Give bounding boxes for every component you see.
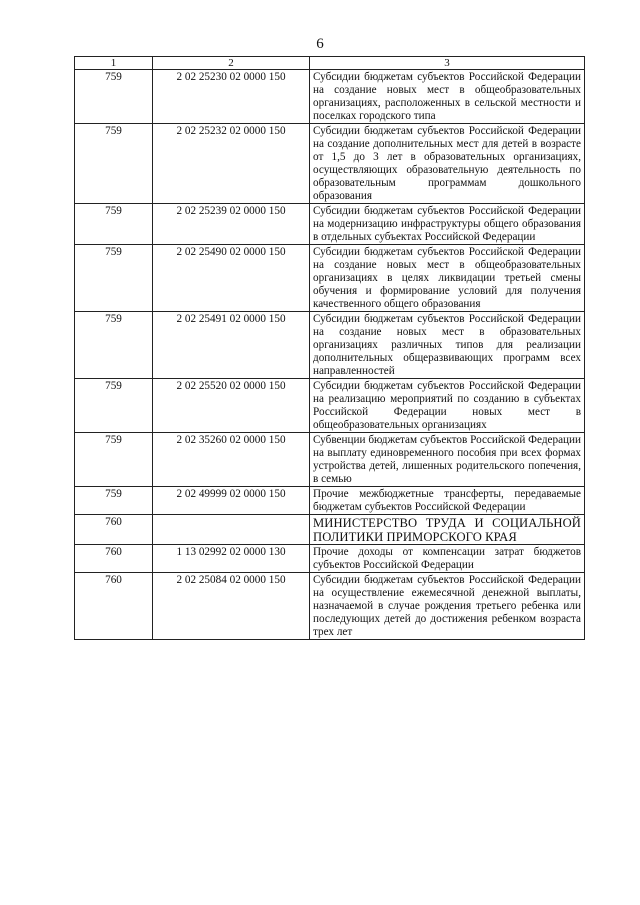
column-number-2: 2: [153, 57, 310, 70]
admin-code-cell: 760: [75, 573, 153, 640]
table-row: [75, 245, 585, 312]
admin-code-cell: 759: [75, 245, 153, 312]
revenue-name-cell: Субсидии бюджетам субъектов Российской Федерации на осуществление ежемесячной денежной выплаты, назначаемой в случае рождения третьего ребенка или последующих детей до достижения ребенком возраста трех лет: [310, 573, 585, 640]
revenue-name-cell: Субсидии бюджетам субъектов Российской Федерации на создание новых мест в общеобразовательных организациях, расположенных в сельской местности и поселках городского типа: [310, 70, 585, 124]
admin-code-cell: 760: [75, 545, 153, 573]
admin-code-cell: 759: [75, 124, 153, 204]
budget-code-cell: 2 02 25230 02 0000 150: [153, 70, 310, 124]
revenue-name-cell: Субсидии бюджетам субъектов Российской Федерации на создание новых мест в общеобразовательных организациях в целях ликвидации третьей смены обучения и формирование условий для получения качественного общего образования: [310, 245, 585, 312]
budget-code-cell: 2 02 25239 02 0000 150: [153, 204, 310, 245]
admin-code-cell: 759: [75, 204, 153, 245]
page-number: 6: [316, 36, 324, 52]
table-row: [75, 487, 585, 515]
budget-code-cell: 2 02 25490 02 0000 150: [153, 245, 310, 312]
admin-code-cell: 759: [75, 487, 153, 515]
revenue-name-cell: Субсидии бюджетам субъектов Российской Федерации на создание новых мест в образовательных организациях различных типов для реализации дополнительных общеразвивающих программ всех направленностей: [310, 312, 585, 379]
admin-code-cell: 759: [75, 312, 153, 379]
budget-code-cell: [153, 515, 310, 545]
table-row: [75, 204, 585, 245]
revenue-name-cell: Субсидии бюджетам субъектов Российской Федерации на создание дополнительных мест для детей в возрасте от 1,5 до 3 лет в образовательных организациях, осуществляющих образовательную деятельность по образовательным программам дошкольного образования: [310, 124, 585, 204]
table-header: [75, 57, 585, 70]
budget-code-cell: 2 02 35260 02 0000 150: [153, 433, 310, 487]
admin-code-cell: 759: [75, 433, 153, 487]
column-number-1: 1: [75, 57, 153, 70]
budget-code-cell: 1 13 02992 02 0000 130: [153, 545, 310, 573]
table-row: [75, 379, 585, 433]
admin-code-cell: 759: [75, 379, 153, 433]
table-row: [75, 545, 585, 573]
table-row: [75, 433, 585, 487]
budget-code-cell: 2 02 25520 02 0000 150: [153, 379, 310, 433]
admin-code-cell: 760: [75, 515, 153, 545]
ministry-name-cell: МИНИСТЕРСТВО ТРУДА И СОЦИАЛЬНОЙ ПОЛИТИКИ ПРИМОРСКОГО КРАЯ: [310, 515, 585, 545]
revenue-name-cell: Прочие межбюджетные трансферты, передаваемые бюджетам субъектов Российской Федерации: [310, 487, 585, 515]
table-header-row: [75, 57, 585, 70]
revenue-name-cell: Субсидии бюджетам субъектов Российской Федерации на модернизацию инфраструктуры общего образования в отдельных субъектах Российской Федерации: [310, 204, 585, 245]
table-row: [75, 312, 585, 379]
admin-code-cell: 759: [75, 70, 153, 124]
budget-classification-table: [74, 56, 585, 640]
revenue-name-cell: Субвенции бюджетам субъектов Российской Федерации на выплату единовременного пособия при всех формах устройства детей, лишенных родительского попечения, в семью: [310, 433, 585, 487]
table-row-ministry-heading: [75, 515, 585, 545]
table-body: [75, 70, 585, 640]
budget-code-cell: 2 02 25084 02 0000 150: [153, 573, 310, 640]
budget-code-cell: 2 02 25232 02 0000 150: [153, 124, 310, 204]
table-row: [75, 70, 585, 124]
table-row: [75, 124, 585, 204]
revenue-name-cell: Субсидии бюджетам субъектов Российской Федерации на реализацию мероприятий по созданию в субъектах Российской Федерации новых мест в общеобразовательных организациях: [310, 379, 585, 433]
budget-code-cell: 2 02 49999 02 0000 150: [153, 487, 310, 515]
column-number-3: 3: [310, 57, 585, 70]
table-row: [75, 573, 585, 640]
revenue-name-cell: Прочие доходы от компенсации затрат бюджетов субъектов Российской Федерации: [310, 545, 585, 573]
budget-code-cell: 2 02 25491 02 0000 150: [153, 312, 310, 379]
